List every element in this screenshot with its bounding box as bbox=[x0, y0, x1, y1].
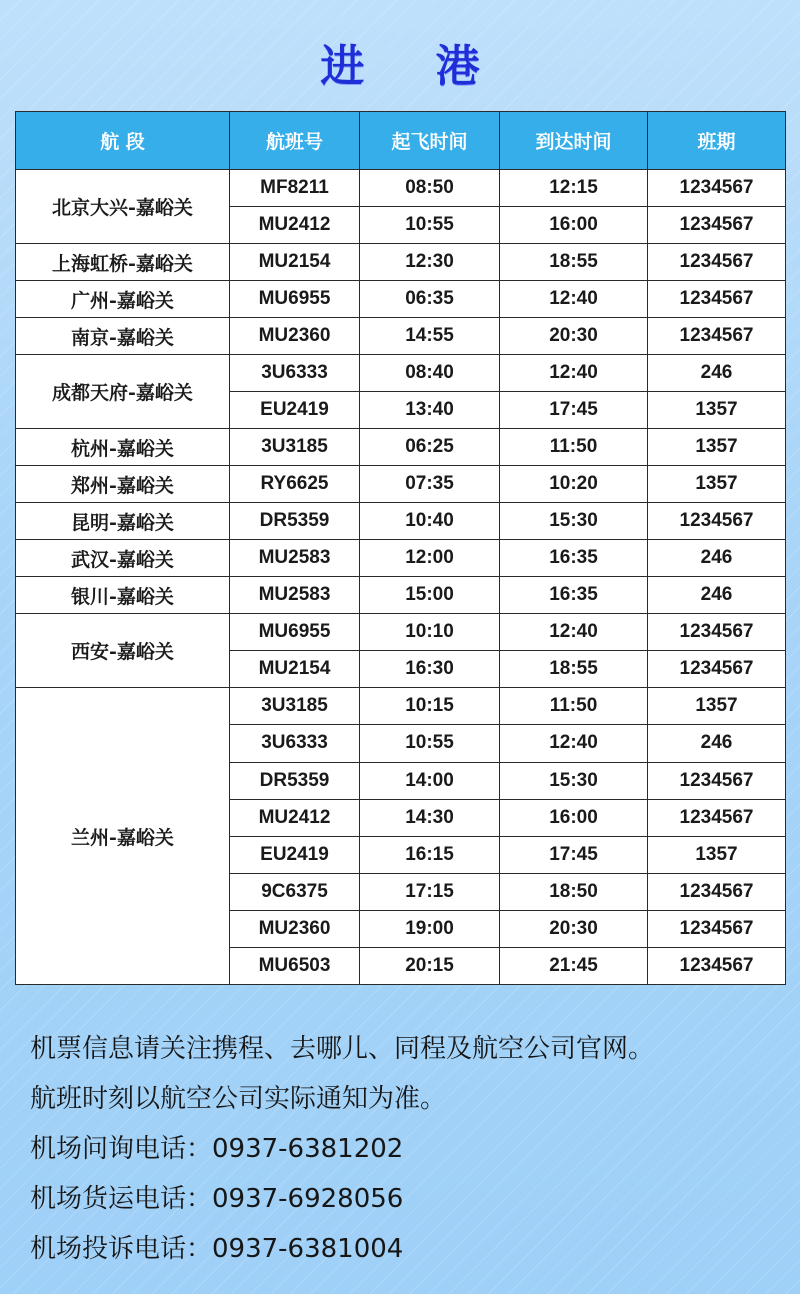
departure-time-cell: 10:10 bbox=[360, 614, 500, 651]
arrival-time-cell: 16:35 bbox=[500, 577, 648, 614]
departure-time-cell: 14:55 bbox=[360, 318, 500, 355]
schedule-cell: 1357 bbox=[648, 392, 786, 429]
schedule-cell: 1234567 bbox=[648, 207, 786, 244]
route-segment-cell: 上海虹桥-嘉峪关 bbox=[16, 244, 230, 281]
flight-no-cell: MU6955 bbox=[230, 281, 360, 318]
departure-time-cell: 17:15 bbox=[360, 873, 500, 910]
flight-no-cell: MF8211 bbox=[230, 170, 360, 207]
schedule-cell: 1234567 bbox=[648, 799, 786, 836]
flight-no-cell: MU2360 bbox=[230, 318, 360, 355]
flight-no-cell: MU2583 bbox=[230, 577, 360, 614]
departure-time-cell: 15:00 bbox=[360, 577, 500, 614]
table-row bbox=[16, 244, 786, 281]
schedule-cell: 1234567 bbox=[648, 244, 786, 281]
schedule-cell: 1357 bbox=[648, 429, 786, 466]
flight-no-cell: DR5359 bbox=[230, 503, 360, 540]
header-schedule: 班期 bbox=[648, 112, 786, 170]
arrival-time-cell: 21:45 bbox=[500, 947, 648, 984]
arrival-time-cell: 15:30 bbox=[500, 762, 648, 799]
note-schedule-disclaimer: 航班时刻以航空公司实际通知为准。 bbox=[30, 1084, 447, 1114]
departure-time-cell: 06:25 bbox=[360, 429, 500, 466]
schedule-cell: 1234567 bbox=[648, 910, 786, 947]
flight-no-cell: RY6625 bbox=[230, 466, 360, 503]
table-row bbox=[16, 503, 786, 540]
departure-time-cell: 07:35 bbox=[360, 466, 500, 503]
arrival-time-cell: 12:15 bbox=[500, 170, 648, 207]
arrival-time-cell: 16:35 bbox=[500, 540, 648, 577]
flight-no-cell: EU2419 bbox=[230, 836, 360, 873]
arrival-time-cell: 17:45 bbox=[500, 836, 648, 873]
schedule-cell: 246 bbox=[648, 725, 786, 762]
departure-time-cell: 16:30 bbox=[360, 651, 500, 688]
flight-no-cell: MU2583 bbox=[230, 540, 360, 577]
flight-no-cell: MU2360 bbox=[230, 910, 360, 947]
route-segment-cell: 昆明-嘉峪关 bbox=[16, 503, 230, 540]
schedule-cell: 1234567 bbox=[648, 614, 786, 651]
flight-no-cell: MU2154 bbox=[230, 244, 360, 281]
arrival-time-cell: 15:30 bbox=[500, 503, 648, 540]
table-row bbox=[16, 355, 786, 392]
flight-no-cell: 3U3185 bbox=[230, 688, 360, 725]
table-header-row bbox=[16, 112, 786, 170]
route-segment-cell: 郑州-嘉峪关 bbox=[16, 466, 230, 503]
schedule-cell: 1234567 bbox=[648, 762, 786, 799]
schedule-cell: 1357 bbox=[648, 466, 786, 503]
header-departure-time: 起飞时间 bbox=[360, 112, 500, 170]
flight-no-cell: DR5359 bbox=[230, 762, 360, 799]
route-segment-cell: 成都天府-嘉峪关 bbox=[16, 355, 230, 429]
note-complaint-phone: 机场投诉电话：0937-6381004 bbox=[30, 1234, 404, 1264]
departure-time-cell: 14:00 bbox=[360, 762, 500, 799]
flight-no-cell: 3U3185 bbox=[230, 429, 360, 466]
flight-no-cell: MU2154 bbox=[230, 651, 360, 688]
arrival-time-cell: 12:40 bbox=[500, 281, 648, 318]
table-row bbox=[16, 466, 786, 503]
arrival-time-cell: 18:55 bbox=[500, 651, 648, 688]
arrival-time-cell: 12:40 bbox=[500, 614, 648, 651]
arrival-time-cell: 12:40 bbox=[500, 725, 648, 762]
route-segment-cell: 广州-嘉峪关 bbox=[16, 281, 230, 318]
route-segment-cell: 杭州-嘉峪关 bbox=[16, 429, 230, 466]
arrival-time-cell: 17:45 bbox=[500, 392, 648, 429]
departure-time-cell: 08:50 bbox=[360, 170, 500, 207]
schedule-cell: 1234567 bbox=[648, 651, 786, 688]
arrival-schedule-table bbox=[15, 111, 786, 985]
flight-no-cell: MU6503 bbox=[230, 947, 360, 984]
departure-time-cell: 14:30 bbox=[360, 799, 500, 836]
table-row bbox=[16, 429, 786, 466]
schedule-cell: 1234567 bbox=[648, 947, 786, 984]
schedule-cell: 1234567 bbox=[648, 281, 786, 318]
table-body bbox=[16, 170, 786, 985]
notes-section bbox=[30, 1025, 790, 1275]
route-segment-cell: 南京-嘉峪关 bbox=[16, 318, 230, 355]
schedule-cell: 1234567 bbox=[648, 170, 786, 207]
departure-time-cell: 20:15 bbox=[360, 947, 500, 984]
schedule-cell: 1357 bbox=[648, 688, 786, 725]
departure-time-cell: 06:35 bbox=[360, 281, 500, 318]
departure-time-cell: 12:00 bbox=[360, 540, 500, 577]
schedule-cell: 246 bbox=[648, 577, 786, 614]
departure-time-cell: 10:55 bbox=[360, 207, 500, 244]
arrival-time-cell: 12:40 bbox=[500, 355, 648, 392]
route-segment-cell: 西安-嘉峪关 bbox=[16, 614, 230, 688]
departure-time-cell: 10:15 bbox=[360, 688, 500, 725]
header-flight-no: 航班号 bbox=[230, 112, 360, 170]
schedule-cell: 246 bbox=[648, 540, 786, 577]
table-row bbox=[16, 540, 786, 577]
schedule-cell: 246 bbox=[648, 355, 786, 392]
arrival-time-cell: 20:30 bbox=[500, 318, 648, 355]
note-cargo-phone: 机场货运电话：0937-6928056 bbox=[30, 1184, 404, 1214]
departure-time-cell: 10:40 bbox=[360, 503, 500, 540]
table-row bbox=[16, 281, 786, 318]
departure-time-cell: 08:40 bbox=[360, 355, 500, 392]
schedule-cell: 1234567 bbox=[648, 873, 786, 910]
arrival-time-cell: 18:50 bbox=[500, 873, 648, 910]
page-title: 进 港 bbox=[320, 41, 508, 92]
flight-no-cell: EU2419 bbox=[230, 392, 360, 429]
schedule-cell: 1234567 bbox=[648, 318, 786, 355]
table-row bbox=[16, 688, 786, 725]
note-inquiry-phone: 机场问询电话：0937-6381202 bbox=[30, 1134, 404, 1164]
arrival-time-cell: 11:50 bbox=[500, 688, 648, 725]
flight-no-cell: MU2412 bbox=[230, 799, 360, 836]
flight-no-cell: MU2412 bbox=[230, 207, 360, 244]
route-segment-cell: 武汉-嘉峪关 bbox=[16, 540, 230, 577]
header-arrival-time: 到达时间 bbox=[500, 112, 648, 170]
arrival-time-cell: 16:00 bbox=[500, 799, 648, 836]
table-row bbox=[16, 614, 786, 651]
schedule-cell: 1357 bbox=[648, 836, 786, 873]
departure-time-cell: 19:00 bbox=[360, 910, 500, 947]
arrival-time-cell: 18:55 bbox=[500, 244, 648, 281]
table-row bbox=[16, 577, 786, 614]
table-row bbox=[16, 318, 786, 355]
route-segment-cell: 银川-嘉峪关 bbox=[16, 577, 230, 614]
arrival-time-cell: 10:20 bbox=[500, 466, 648, 503]
departure-time-cell: 10:55 bbox=[360, 725, 500, 762]
flight-no-cell: MU6955 bbox=[230, 614, 360, 651]
departure-time-cell: 12:30 bbox=[360, 244, 500, 281]
departure-time-cell: 13:40 bbox=[360, 392, 500, 429]
arrival-time-cell: 11:50 bbox=[500, 429, 648, 466]
arrival-time-cell: 20:30 bbox=[500, 910, 648, 947]
schedule-cell: 1234567 bbox=[648, 503, 786, 540]
note-ticket-info: 机票信息请关注携程、去哪儿、同程及航空公司官网。 bbox=[30, 1034, 655, 1064]
flight-no-cell: 3U6333 bbox=[230, 355, 360, 392]
route-segment-cell: 兰州-嘉峪关 bbox=[16, 688, 230, 985]
departure-time-cell: 16:15 bbox=[360, 836, 500, 873]
table-row bbox=[16, 170, 786, 207]
route-segment-cell: 北京大兴-嘉峪关 bbox=[16, 170, 230, 244]
flight-no-cell: 3U6333 bbox=[230, 725, 360, 762]
flight-no-cell: 9C6375 bbox=[230, 873, 360, 910]
arrival-time-cell: 16:00 bbox=[500, 207, 648, 244]
header-segment: 航 段 bbox=[16, 112, 230, 170]
